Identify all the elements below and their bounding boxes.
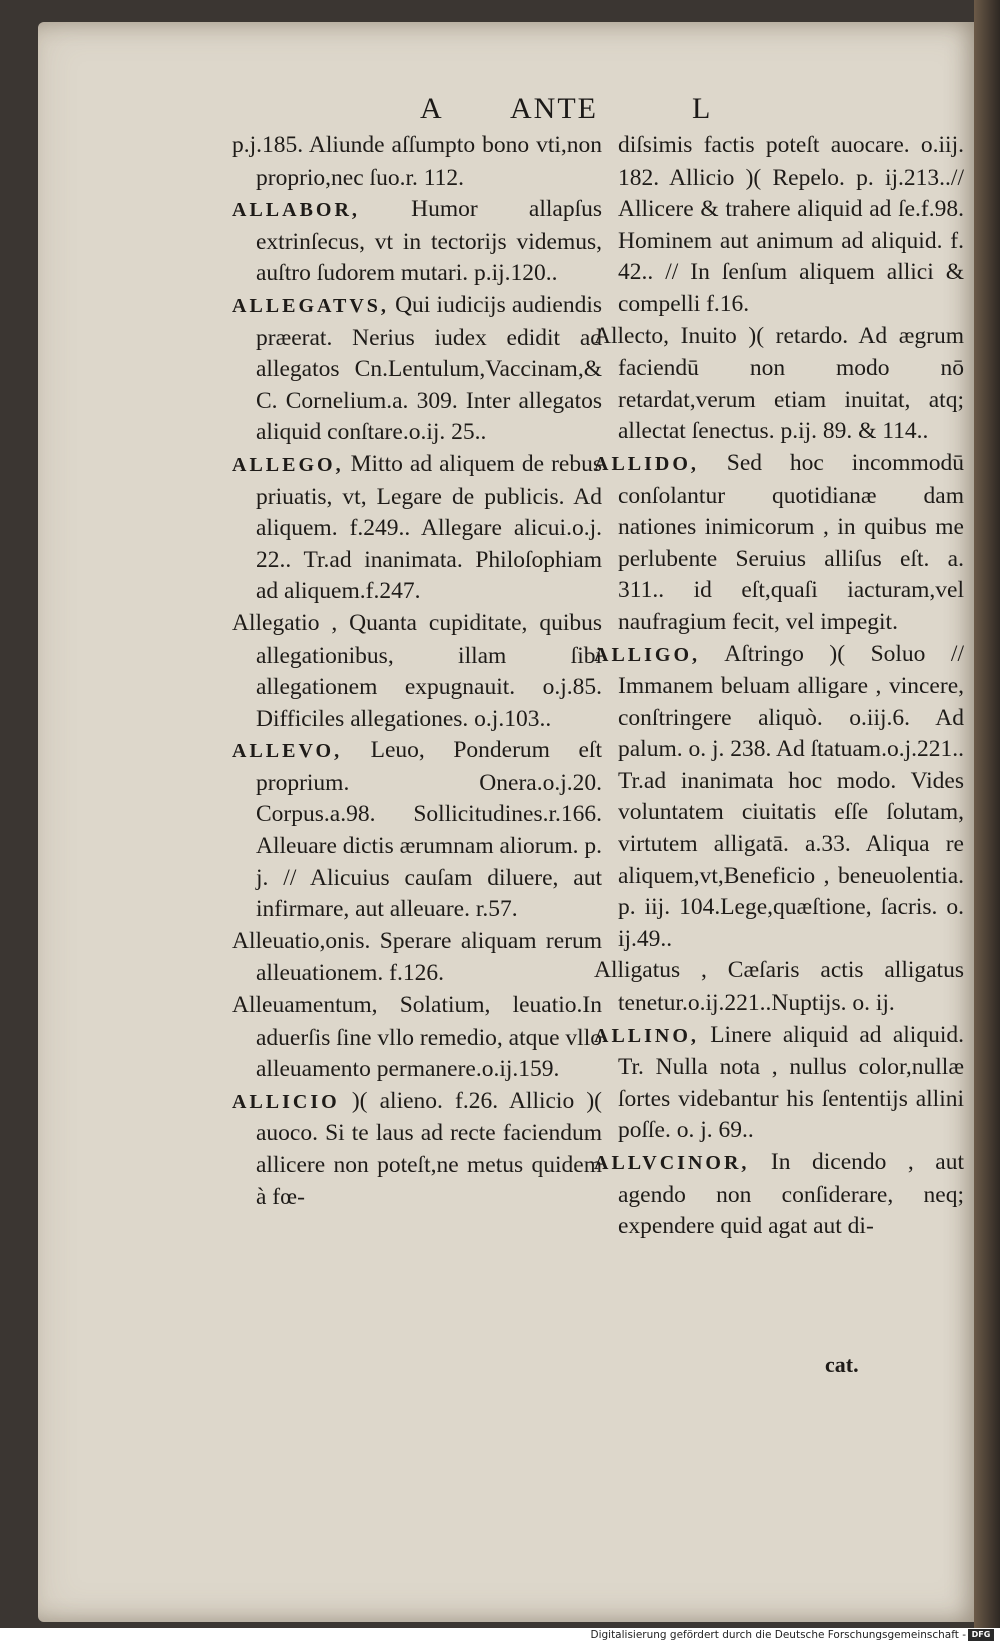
dictionary-entry [232,449,602,608]
digitization-footer [0,1628,1000,1643]
header-letter-left: A [420,92,444,125]
dictionary-entry [594,639,964,956]
dictionary-entry [232,130,602,194]
header-letter-right: L [692,92,713,125]
entry-text: Humor allapſus extrinſecus, vt in tectorijs videmus, auſtro ſudorem mutari. p.ij.120.. [256,196,602,287]
entry-text: )( alieno. f.26. Allicio )( auoco. Si te laus ad recte faciendum allicere non poteſt,ne metus quidem à fœ- [256,1087,602,1210]
right-column [594,130,964,1243]
dictionary-entry [232,926,602,990]
entry-text: p.j.185. Aliunde aſſumpto bono vti,non proprio,nec ſuo.r. 112. [232,132,602,191]
entry-text: In dicendo , aut agendo non conſiderare, neq; expendere quid agat aut di- [618,1149,964,1240]
entry-text: Alleuamentum, Solatium, leuatio.In aduerſis ſine vllo remedio, atque vllo alleuamento permanere.o.ij.159. [232,992,602,1083]
entry-headword: ALLIGO, [594,643,701,666]
entry-headword: ALLEVO, [232,740,343,763]
catchword: cat. [825,1352,859,1377]
running-header [420,92,750,128]
dictionary-entry [594,1147,964,1243]
entry-text: Linere aliquid ad aliquid. Tr. Nulla nota , nullus color,nullæ ſortes videbantur his ſententijs allini poſſe. o. j. 69.. [618,1021,964,1144]
entry-text: Leuo, Ponderum eſt proprium. Onera.o.j.20. Corpus.a.98. Sollicitudines.r.166. Alleuare dictis ærumnam aliorum. p. j. // Alicuius cauſam diluere, aut infirmare, aut alleuare. r.57. [256,737,602,923]
footer-credit: Digitalisierung gefördert durch die Deutsche Forschungsgemeinschaft - [590,1629,966,1641]
left-column [232,130,602,1213]
header-running-title: ANTE [510,92,598,125]
entry-headword: ALLINO, [594,1024,699,1047]
dictionary-entry [232,194,602,290]
entry-text: Qui iudicijs audiendis præerat. Nerius iudex edidit ad allegatos Cn.Lentulum,Vaccinam,& C. Cornelium.a. 309. Inter allegatos aliquid conſtare.o.ij. 25.. [256,291,602,446]
dictionary-entry [232,1086,602,1213]
entry-headword: ALLVCINOR, [594,1152,750,1174]
dictionary-entry [594,955,964,1019]
entry-text: Alligatus , Cæſaris actis alligatus tenetur.o.ij.221..Nuptijs. o. ij. [594,957,964,1017]
entry-text: Allecto, Inuito )( retardo. Ad ægrum faciendū non modo nō retardat,verum etiam inuitat, atq; allectat ſenectus. p.ij. 89. & 114.. [594,322,964,445]
dictionary-entry [594,448,964,639]
entry-text: Sed hoc incommodū conſolantur quotidianæ dam nationes inimicorum , in quibus me perlubente Seruius alliſus eſt. a. 311.. id eſt,quaſi iacturam,vel naufragium fecit, vel impegit. [618,449,964,635]
dictionary-entry [232,990,602,1086]
dictionary-entry [594,321,964,448]
dfg-logo: DFG [968,1629,994,1641]
entry-headword: ALLABOR, [232,199,360,222]
dictionary-entry [232,735,602,926]
entry-headword: ALLEGO, [232,453,344,476]
dictionary-entry [594,1020,964,1147]
dictionary-entry-continued [594,130,964,321]
entry-text: Mitto ad aliquem de rebus priuatis, vt, Legare de publicis. Ad aliquem. f.249.. Allegare alicui.o.j. 22.. Tr.ad inanimata. Philoſophiam ad aliquem.f.247. [256,450,602,605]
entry-headword: ALLEGATVS, [232,294,389,317]
entry-text: diſsimis factis poteſt auocare. o.iij. 182. Allicio )( Repelo. p. ij.213..// Allicere & trahere aliquid ad ſe.f.98. Hominem aut animum ad aliquid. f. 42.. // In ſenſum aliquem allici & compelli f.16. [618,132,964,317]
entry-headword: ALLIDO, [594,452,699,475]
entry-headword: ALLICIO [232,1090,340,1113]
dictionary-entry [232,290,602,449]
dictionary-entry [232,608,602,735]
entry-text: Alleuatio,onis. Sperare aliquam rerum alleuationem. f.126. [232,927,602,987]
entry-text: Aſtringo )( Soluo // Immanem beluam alligare , vincere, conſtringere aliquò. o.iij.6. Ad palum. o. j. 238. Ad ſtatuam.o.j.221.. Tr.ad inanimata hoc modo. Vides voluntatem ciuitatis eſſe ſolutam, virtutem alligatā. a.33. Aliqua re aliquem,vt,Beneficio , beneuolentia. p. iij. 104.Lege,quæſtione, ſacris. o. ij.49.. [618,640,964,952]
entry-text: Allegatio , Quanta cupiditate, quibus allegationibus, illam ſibi allegationem expugnauit. o.j.85. Difficiles allegationes. o.j.103.. [232,609,602,732]
book-spine-edge [974,0,1000,1628]
